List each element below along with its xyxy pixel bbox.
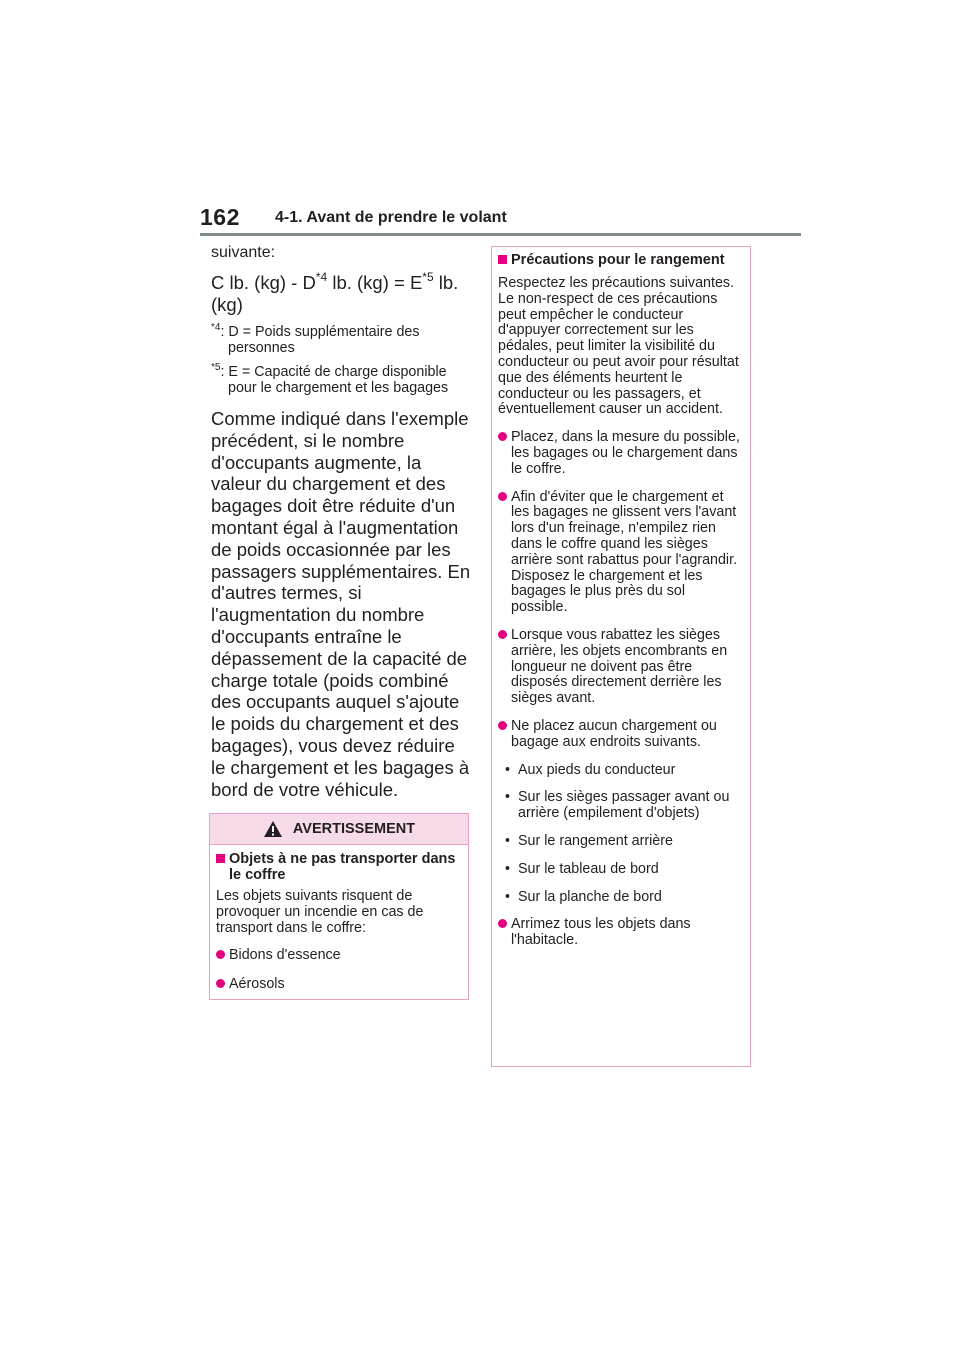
warning-heading-text: Objets à ne pas transporter dans le coffre	[229, 851, 456, 883]
warning-heading	[216, 851, 462, 883]
footnote-text: : D = Poids supplémentaire des personnes	[220, 324, 420, 356]
footnote-mark: *4	[211, 322, 221, 334]
warning-text: Les objets suivants risquent de provoquer un incendie en cas de transport dans le coffre:	[216, 888, 424, 936]
sub-list-item: • Aux pieds du conducteur	[498, 763, 744, 779]
square-bullet-icon	[498, 255, 507, 264]
list-item	[216, 948, 462, 964]
list-item-text: Ne placez aucun chargement ou bagage aux endroits suivants.	[511, 717, 717, 750]
list-item	[498, 430, 744, 477]
circle-bullet-icon	[216, 979, 225, 988]
formula-footnote-mark-4: *4	[315, 269, 328, 284]
formula-part-3: lb. (kg)	[211, 272, 459, 315]
left-column	[211, 244, 473, 800]
warning-box	[209, 813, 469, 1000]
body-paragraph: Comme indiqué dans l'exemple précédent, si le nombre d'occupants augmente, la valeur du chargement et des bagages doit être réduite d'un montant égal à l'augmentation de poids occasionnée par les passagers supplémentaires. En d'autres termes, si l'augmentation du nombre d'occupants entraîne le dépassement de la capacité de charge totale (poids combiné des occupants auquel s'ajoute le poids du chargement et des bagages), vous devez réduire le chargement et les bagages à bord de votre véhicule.	[211, 408, 471, 800]
storage-precautions-box	[491, 246, 751, 1067]
intro-text: suivante:	[211, 244, 276, 261]
list-item-text: Afin d'éviter que le chargement et les bagages ne glissent vers l'avant lors d'un freinage, n'empilez rien dans le coffre quand les sièges arrière sont rabattus pour l'agrandir. Disposez le chargement et les bagages le plus près du sol possible.	[511, 488, 738, 616]
list-item-text: Arrimez tous les objets dans l'habitacle.	[511, 916, 691, 949]
list-item	[498, 719, 744, 751]
list-item-text: Lorsque vous rabattez les sièges arrière, les objets encombrants en longueur ne doivent pas être disposés directement derrière les sièges avant.	[511, 626, 728, 707]
list-item-text: Placez, dans la mesure du possible, les bagages ou le chargement dans le coffre.	[511, 429, 740, 477]
page-number: 162	[200, 204, 240, 230]
square-bullet-icon	[216, 854, 225, 863]
circle-bullet-icon	[498, 432, 507, 441]
sub-list-item: • Sur le rangement arrière	[498, 834, 744, 850]
formula-part-2: lb. (kg) = E	[327, 272, 423, 293]
list-item	[498, 917, 744, 949]
circle-bullet-icon	[498, 492, 507, 501]
sub-list-item: • Sur la planche de bord	[498, 890, 744, 906]
formula	[211, 269, 473, 316]
list-item	[498, 490, 744, 616]
precautions-text: Respectez les précautions suivantes. Le non-respect de ces précautions peut empêcher le conducteur d'appuyer correctement sur les pédales, peut limiter la visibilité du conducteur ou peut avoir pour résultat que des éléments heurtent le conducteur ou les passagers, et éventuellement causer un accident.	[498, 275, 739, 418]
list-item-text: Bidons d'essence	[229, 947, 341, 964]
footnote-text: : E = Capacité de charge disponible pour le chargement et les bagages	[220, 364, 449, 396]
list-item	[498, 628, 744, 707]
formula-footnote-mark-5: *5	[422, 269, 434, 284]
precautions-heading-text: Précautions pour le rangement	[511, 252, 725, 268]
formula-part-1: C lb. (kg) - D	[211, 272, 316, 293]
sub-list-item: • Sur les sièges passager avant ou arrière (empilement d'objets)	[498, 790, 744, 822]
list-item-text: Aérosols	[229, 976, 285, 993]
list-item	[216, 977, 462, 993]
circle-bullet-icon	[216, 950, 225, 959]
section-title: 4-1. Avant de prendre le volant	[275, 209, 507, 226]
footnote-4	[211, 324, 473, 356]
sub-list-item: • Sur le tableau de bord	[498, 862, 744, 878]
circle-bullet-icon	[498, 630, 507, 639]
footnote-5	[211, 364, 473, 396]
circle-bullet-icon	[498, 721, 507, 730]
warning-header	[210, 814, 468, 845]
warning-triangle-icon	[263, 820, 283, 838]
circle-bullet-icon	[498, 919, 507, 928]
precautions-heading	[498, 252, 744, 268]
warning-title: AVERTISSEMENT	[292, 821, 416, 837]
header-divider	[200, 233, 801, 236]
footnote-mark: *5	[211, 362, 221, 374]
